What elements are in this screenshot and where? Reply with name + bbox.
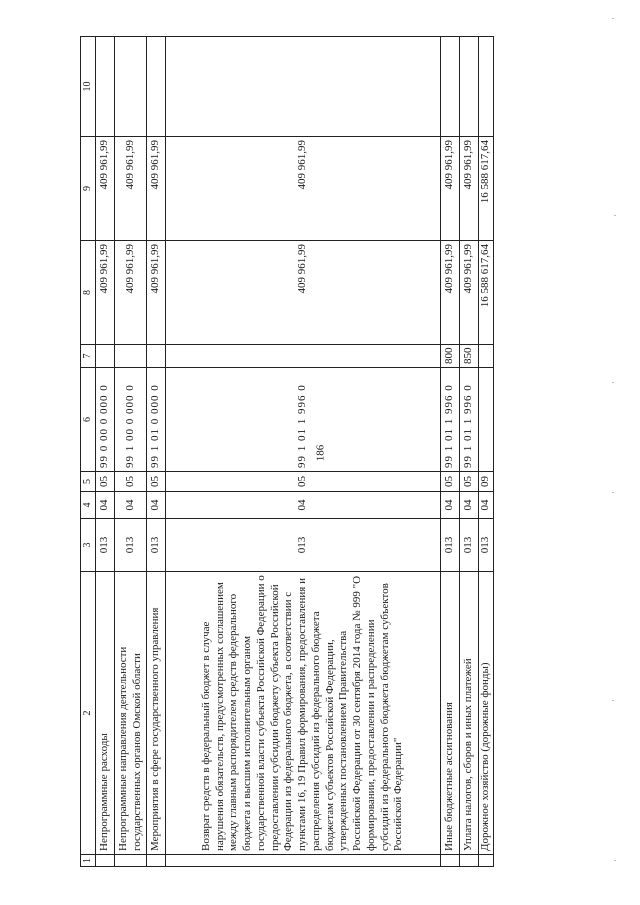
scan-speck: [612, 18, 614, 19]
target-article-code: 99 1 01 1 996 0: [459, 368, 478, 472]
col-header: 1: [81, 855, 96, 867]
subsection-code: 05: [147, 472, 166, 492]
ministry-code: 013: [441, 519, 460, 572]
amount-col9: 409 961,99: [166, 137, 441, 241]
subsection-code: 05: [96, 472, 115, 492]
amount-col8: 409 961,99: [166, 241, 441, 345]
table-row: [478, 37, 493, 867]
expense-type-code: [96, 345, 115, 368]
amount-col10: [166, 37, 441, 137]
col-header: 7: [81, 345, 96, 368]
amount-col10: [478, 37, 493, 137]
expense-type-code: 800: [441, 345, 460, 368]
subsection-code: 05: [114, 472, 147, 492]
ministry-code: 013: [147, 519, 166, 572]
amount-col8: 16 588 617,64: [478, 241, 493, 345]
row-name: Мероприятия в сфере государственного управления: [147, 572, 166, 855]
ministry-code: 013: [459, 519, 478, 572]
col-header: 2: [81, 572, 96, 855]
scan-speck: [612, 492, 614, 493]
row-name: Возврат средств в федеральный бюджет в случае нарушения обязательств, предусмотренных соглашением между главным распорядителем средств федерального бюджета и высшим исполнительным органом государственной власти субъекта Российской Федерации о предоставлении субсидии бюджету субъекта Российской Федерации из федерального бюджета, в соответствии с пунктами 16, 19 Правил формирования, предоставления и распределения субсидий из федерального бюджета бюджетам субъектов Российской Федерации, утвержденных постановлением Правительства Российской Федерации от 30 сентября 2014 года № 999 "О формировании, предоставлении и распределении субсидий из федерального бюджета бюджетам субъектов Российской Федерации": [166, 572, 441, 855]
col-header: 5: [81, 472, 96, 492]
table-row: [441, 37, 460, 867]
amount-col9: 409 961,99: [459, 137, 478, 241]
target-article-code: 99 1 01 1 996 0: [441, 368, 460, 472]
amount-col10: [96, 37, 115, 137]
ministry-code: 013: [96, 519, 115, 572]
amount-col9: 409 961,99: [441, 137, 460, 241]
table-row: [459, 37, 478, 867]
row-name: Непрограммные расходы: [96, 572, 115, 855]
scan-speck: [614, 860, 616, 861]
subsection-code: 05: [459, 472, 478, 492]
col-header: 10: [81, 37, 96, 137]
col-header: 8: [81, 241, 96, 345]
expense-type-code: [114, 345, 147, 368]
row-name: Дорожное хозяйство (дорожные фонды): [478, 572, 493, 855]
amount-col8: 409 961,99: [96, 241, 115, 345]
section-code: 04: [96, 492, 115, 519]
row-name: Иные бюджетные ассигнования: [441, 572, 460, 855]
amount-col10: [459, 37, 478, 137]
target-article-code: 99 1 00 0 000 0: [114, 368, 147, 472]
col-header: 3: [81, 519, 96, 572]
section-code: 04: [166, 492, 441, 519]
subsection-code: 05: [166, 472, 441, 492]
col-header: 6: [81, 368, 96, 472]
target-article-code: [478, 368, 493, 472]
scan-speck: [612, 700, 614, 701]
target-article-code: 99 1 01 1 996 0: [166, 368, 441, 472]
table-row: [114, 37, 147, 867]
amount-col8: 409 961,99: [114, 241, 147, 345]
table-row: [166, 37, 441, 867]
subsection-code: 09: [478, 472, 493, 492]
expense-type-code: [166, 345, 441, 368]
target-article-code: 99 1 01 0 000 0: [147, 368, 166, 472]
section-code: 04: [441, 492, 460, 519]
column-number-row: [81, 37, 96, 867]
ministry-code: 013: [478, 519, 493, 572]
amount-col9: 409 961,99: [114, 137, 147, 241]
subsection-code: 05: [441, 472, 460, 492]
amount-col10: [147, 37, 166, 137]
budget-table: [80, 36, 494, 867]
target-article-code: 99 0 00 0 000 0: [96, 368, 115, 472]
row-name: Непрограммные направления деятельности государственных органов Омской области: [114, 572, 147, 855]
row-name: Уплата налогов, сборов и иных платежей: [459, 572, 478, 855]
expense-type-code: [478, 345, 493, 368]
amount-col8: 409 961,99: [147, 241, 166, 345]
col-header: 4: [81, 492, 96, 519]
rotated-page: [80, 37, 560, 867]
page-number: 186: [314, 444, 327, 462]
amount-col10: [114, 37, 147, 137]
amount-col9: 16 588 617,64: [478, 137, 493, 241]
expense-type-code: [147, 345, 166, 368]
section-code: 04: [478, 492, 493, 519]
section-code: 04: [147, 492, 166, 519]
ministry-code: 013: [166, 519, 441, 572]
amount-col9: 409 961,99: [147, 137, 166, 241]
scan-speck: [612, 382, 614, 383]
ministry-code: 013: [114, 519, 147, 572]
amount-col8: 409 961,99: [459, 241, 478, 345]
col-header: 9: [81, 137, 96, 241]
amount-col10: [441, 37, 460, 137]
section-code: 04: [114, 492, 147, 519]
table-row: [147, 37, 166, 867]
expense-type-code: 850: [459, 345, 478, 368]
table-row: [96, 37, 115, 867]
amount-col8: 409 961,99: [441, 241, 460, 345]
scan-speck: [614, 215, 616, 216]
section-code: 04: [459, 492, 478, 519]
amount-col9: 409 961,99: [96, 137, 115, 241]
